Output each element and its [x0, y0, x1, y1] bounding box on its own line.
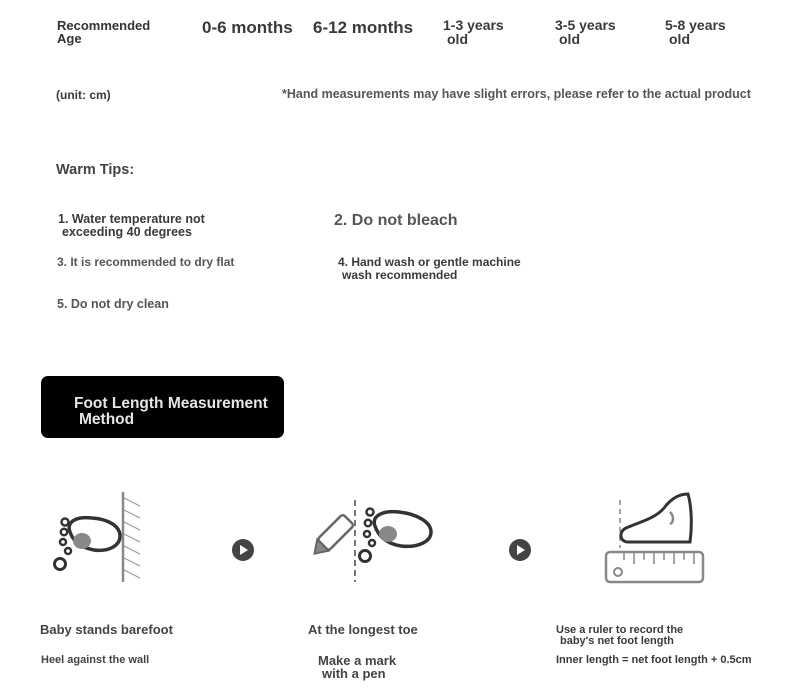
step-2-subtitle: Make a mark with a pen: [318, 653, 397, 681]
tip-do-not-dry-clean: 5. Do not dry clean: [57, 297, 169, 311]
age-column-3-5-years: 3-5 years old: [555, 17, 616, 47]
method-banner-title: Foot Length Measurement Method: [74, 395, 268, 428]
measurement-disclaimer: *Hand measurements may have slight errors, please refer to the actual product: [282, 87, 751, 101]
ruler-foot-icon: [600, 488, 710, 588]
tip-do-not-bleach: 2. Do not bleach: [334, 212, 458, 229]
age-column-5-8-years: 5-8 years old: [665, 17, 726, 47]
play-arrow-icon: [232, 539, 254, 561]
play-arrow-icon: [509, 539, 531, 561]
tip-hand-wash: 4. Hand wash or gentle machine wash recommended: [338, 255, 521, 282]
step-3-subtitle: Inner length = net foot length + 0.5cm: [556, 654, 752, 666]
age-column-6-12-months: 6-12 months: [313, 18, 414, 37]
age-column-1-3-years: 1-3 years old: [443, 17, 504, 47]
step-1-subtitle: Heel against the wall: [41, 654, 150, 666]
age-row-label: Recommended Age: [57, 18, 151, 46]
tip-dry-flat: 3. It is recommended to dry flat: [57, 255, 235, 269]
step-1-title: Baby stands barefoot: [40, 622, 173, 637]
tip-water-temperature: 1. Water temperature not exceeding 40 degrees: [58, 212, 205, 239]
unit-note: (unit: cm): [56, 88, 111, 102]
foot-against-wall-icon: [48, 490, 148, 585]
step-2-title: At the longest toe: [308, 622, 418, 637]
pen-marking-foot-icon: [305, 490, 440, 585]
warm-tips-title: Warm Tips:: [56, 162, 135, 178]
age-column-0-6-months: 0-6 months: [202, 18, 293, 37]
step-3-title: Use a ruler to record the baby's net foot length: [556, 624, 684, 647]
